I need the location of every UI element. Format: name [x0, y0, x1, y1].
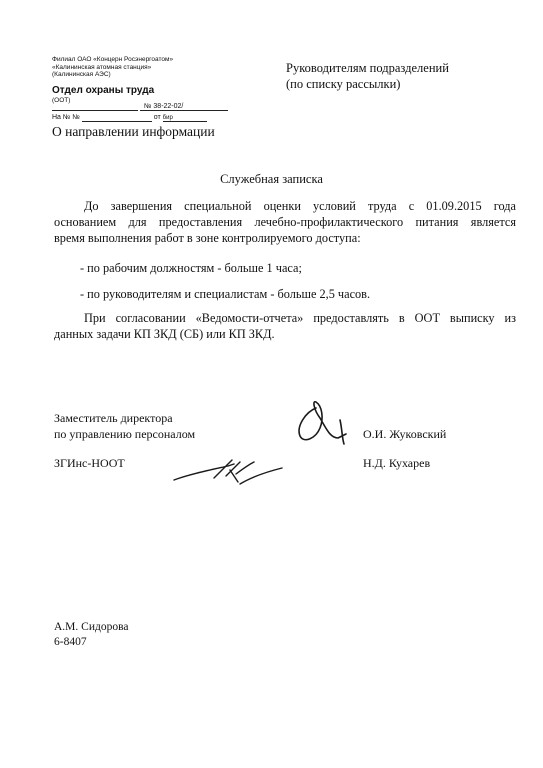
list-item: - по руководителям и специалистам - больше 2,5 часов. — [80, 287, 371, 301]
registration-number: № 38-22-02/ — [140, 103, 228, 111]
body-line: До завершения специальной оценки условий труда с 01.09.2015 года — [84, 199, 516, 213]
document-title: Служебная записка — [220, 172, 323, 186]
executor-block — [54, 620, 128, 650]
body-line: данных задачи КП ЗКД (СБ) или КП ЗКД. — [54, 327, 275, 341]
handwritten-signature-director — [286, 398, 356, 450]
recipient-note: (по списку рассылки) — [286, 77, 401, 91]
recipient-block — [286, 60, 449, 92]
document-subject: О направлении информации — [52, 124, 215, 139]
body-line: время выполнения работ в зоне контролируемого доступа: — [54, 231, 361, 245]
handwritten-signature-safety — [170, 448, 290, 493]
body-line: основанием для предоставления лечебно-профилактического питания является — [54, 215, 516, 229]
executor-name: А.М. Сидорова — [54, 621, 129, 633]
sender-organization — [52, 56, 173, 79]
reference-from-value: бир — [163, 115, 207, 122]
body-paragraph — [54, 310, 516, 342]
second-signer-position: ЗГИнс-НООТ — [54, 456, 125, 470]
body-line: При согласовании «Ведомости-отчета» предоставлять в ООТ выписку из — [84, 311, 516, 325]
registration-number-row — [52, 103, 228, 111]
reference-label: На № № — [52, 114, 80, 121]
department-title: Отдел охраны труда — [52, 85, 155, 96]
reference-blank — [82, 114, 152, 122]
signer-position — [54, 410, 195, 442]
second-signer-name: Н.Д. Кухарев — [363, 456, 431, 470]
registration-blank — [52, 103, 138, 111]
list-item: - по рабочим должностям - больше 1 часа; — [80, 261, 302, 275]
reference-from-label: от — [153, 114, 161, 121]
org-branch-line: «Калининская атомная станция» — [52, 63, 152, 71]
org-name-line: Филиал ОАО «Концерн Росэнергоатом» — [52, 56, 174, 63]
position-line: Заместитель директора — [54, 411, 173, 425]
department-abbr: (ООТ) — [52, 97, 71, 104]
org-short-line: (Калининская АЭС) — [52, 71, 111, 79]
executor-phone: 6-8407 — [54, 636, 87, 648]
recipient-line: Руководителям подразделений — [286, 61, 449, 75]
position-line: по управлению персоналом — [54, 427, 196, 441]
document-body — [54, 198, 516, 341]
reference-row — [52, 114, 207, 122]
signer-name: О.И. Жуковский — [363, 427, 447, 441]
